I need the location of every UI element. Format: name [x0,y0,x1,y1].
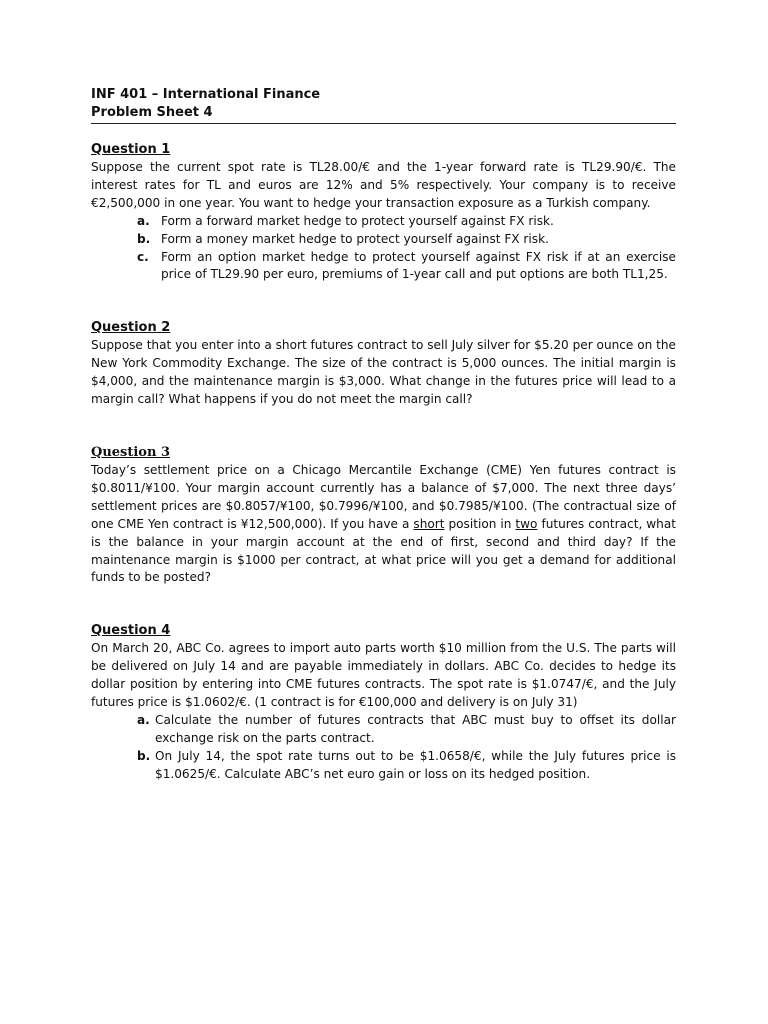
sheet-title: Problem Sheet 4 [91,105,213,120]
question-4 [91,622,676,783]
document-header [91,86,676,124]
body-text: futures contract, what is the balance in your margin account at the end of first, second and third day? If the maintenance margin is $1000 per contract, at what price will you get a demand for additional funds to be posted? [91,516,676,585]
question-body: Suppose that you enter into a short futures contract to sell July silver for $5.20 per ounce on the New York Commodity Exchange. The size of the contract is 5,000 ounces. The initial margin is $4,000, and the maintenance margin is $3,000. What change in the futures price will lead to a margin call? What happens if you do not meet the margin call? [91,338,676,407]
sub-question [137,231,676,249]
question-title: Question 1 [91,142,171,157]
item-text: Form an option market hedge to protect yourself against FX risk if at an exercise price of TL29.90 per euro, premiums of 1-year call and put options are both TL1,25. [161,249,676,282]
header-rule [91,123,676,124]
sub-question [137,712,676,748]
item-marker: c. [137,249,149,264]
item-marker: b. [137,748,151,763]
document-page [91,86,676,784]
item-text: Calculate the number of futures contracts that ABC must buy to offset its dollar exchange risk on the parts contract. [155,712,676,745]
question-title: Question 3 [91,444,171,460]
item-marker: a. [137,712,150,727]
question-title: Question 2 [91,320,171,336]
body-text: position in [444,516,516,531]
emphasis-short: short [413,516,445,531]
question-2 [91,319,676,409]
item-text: Form a forward market hedge to protect yourself against FX risk. [161,213,554,228]
question-body [91,462,676,587]
emphasis-two: two [515,516,538,531]
sub-question-list [137,213,676,285]
question-body: Suppose the current spot rate is TL28.00/€ and the 1-year forward rate is TL29.90/€. The interest rates for TL and euros are 12% and 5% respectively. Your company is to receive €2,500,000 in one year. You want to hedge your transaction exposure as a Turkish company. [91,160,676,210]
item-marker: a. [137,213,150,228]
sub-question [137,249,676,285]
item-text: On July 14, the spot rate turns out to be $1.0658/€, while the July futures price is $1.0625/€. Calculate ABC’s net euro gain or loss on its hedged position. [155,748,676,781]
item-text: Form a money market hedge to protect yourself against FX risk. [161,231,549,246]
item-marker: b. [137,231,151,246]
question-body: On March 20, ABC Co. agrees to import auto parts worth $10 million from the U.S. The parts will be delivered on July 14 and are payable immediately in dollars. ABC Co. decides to hedge its dollar position by entering into CME futures contracts. The spot rate is $1.0747/€, and the July futures price is $1.0602/€. (1 contract is for €100,000 and delivery is on July 31) [91,641,676,710]
question-title: Question 4 [91,623,171,639]
sub-question-list [137,712,676,784]
course-title: INF 401 – International Finance [91,87,321,102]
sub-question [137,748,676,784]
question-3 [91,444,676,587]
sub-question [137,213,676,231]
question-1 [91,141,676,284]
body-text: Today’s settlement price on a Chicago Mercantile Exchange (CME) Yen futures contract is $0.8011/¥100. Your margin account currently has a balance of $7,000. The next three days’ settlement prices are $0.8057/¥100, $0.7996/¥100, and $0.7985/¥100. (The contractual size of one CME Yen contract is ¥12,500,000). If you have a [91,462,676,531]
